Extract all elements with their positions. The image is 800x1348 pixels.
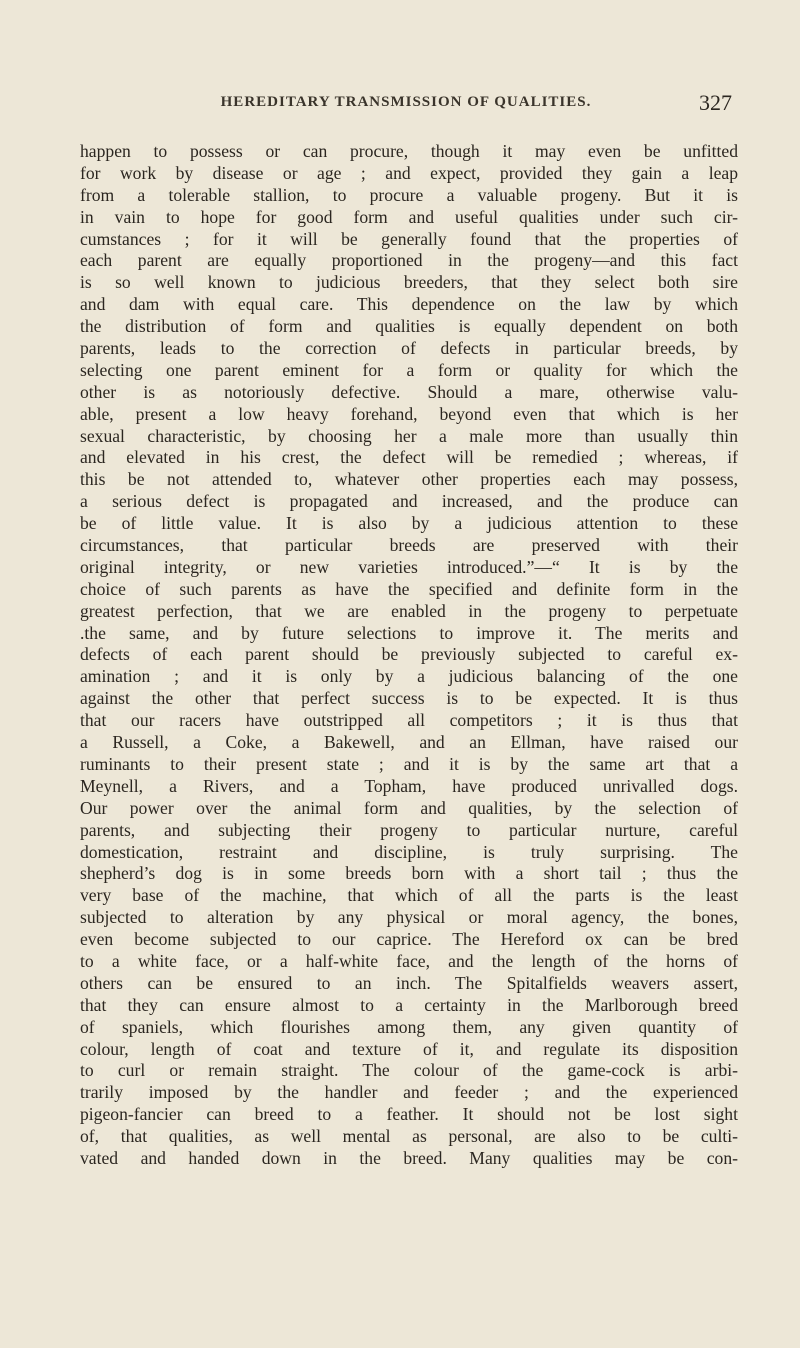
text-line: be of little value. It is also by a judicious attention to these [80,513,738,534]
body-text [80,141,738,1170]
text-line: for work by disease or age ; and expect, provided they gain a leap [80,162,738,183]
text-line: happen to possess or can procure, though it may even be unfitted [80,141,738,161]
text-line: parents, leads to the correction of defects in particular breeds, by [80,338,738,359]
text-line: of, that qualities, as well mental as personal, are also to be culti- [80,1126,738,1147]
page-header [80,90,732,124]
text-line: and dam with equal care. This dependence on the law by which [80,294,738,315]
text-line: able, present a low heavy forehand, beyond even that which is her [80,403,738,424]
text-line: from a tolerable stallion, to procure a valuable progeny. But it is [80,184,738,205]
text-line: parents, and subjecting their progeny to particular nurture, careful [80,819,738,840]
page-number: 327 [699,90,732,115]
text-line: that our racers have outstripped all competitors ; it is thus that [80,710,738,731]
text-line: vated and handed down in the breed. Many qualities may be con- [80,1147,738,1168]
text-line: to curl or remain straight. The colour of the game-cock is arbi- [80,1060,738,1081]
text-line: choice of such parents as have the specified and definite form in the [80,578,738,599]
text-line: circumstances, that particular breeds are preserved with their [80,535,738,556]
text-line: colour, length of coat and texture of it, and regulate its disposition [80,1038,738,1059]
text-line: a Russell, a Coke, a Bakewell, and an Ellman, have raised our [80,732,738,753]
text-line: Meynell, a Rivers, and a Topham, have produced unrivalled dogs. [80,775,738,796]
text-line: each parent are equally proportioned in the progeny—and this fact [80,250,738,271]
text-line: ruminants to their present state ; and it is by the same art that a [80,753,738,774]
text-line: and elevated in his crest, the defect will be remedied ; whereas, if [80,447,738,468]
text-line: a serious defect is propagated and increased, and the produce can [80,491,738,512]
text-line: domestication, restraint and discipline, is truly surprising. The [80,841,738,862]
text-line: to a white face, or a half-white face, and the length of the horns of [80,950,738,971]
text-line: the distribution of form and qualities is equally dependent on both [80,316,738,337]
text-line: .the same, and by future selections to improve it. The merits and [80,622,738,643]
text-line: pigeon-fancier can breed to a feather. It should not be lost sight [80,1104,738,1125]
text-line: amination ; and it is only by a judicious balancing of the one [80,666,738,687]
text-line: sexual characteristic, by choosing her a male more than usually thin [80,425,738,446]
text-line: in vain to hope for good form and useful qualities under such cir- [80,206,738,227]
text-line: original integrity, or new varieties introduced.”—“ It is by the [80,556,738,577]
text-line: others can be ensured to an inch. The Spitalfields weavers assert, [80,972,738,993]
text-line: selecting one parent eminent for a form or quality for which the [80,359,738,380]
text-line: trarily imposed by the handler and feeder ; and the experienced [80,1082,738,1103]
text-line: subjected to alteration by any physical or moral agency, the bones, [80,907,738,928]
text-line: other is as notoriously defective. Should a mare, otherwise valu- [80,381,738,402]
text-line: is so well known to judicious breeders, that they select both sire [80,272,738,293]
text-line: defects of each parent should be previously subjected to careful ex- [80,644,738,665]
text-line: shepherd’s dog is in some breeds born with a short tail ; thus the [80,863,738,884]
text-line: of spaniels, which flourishes among them, any given quantity of [80,1016,738,1037]
text-line: even become subjected to our caprice. The Hereford ox can be bred [80,929,738,950]
running-head: HEREDITARY TRANSMISSION OF QUALITIES. [220,94,592,110]
text-line: very base of the machine, that which of all the parts is the least [80,885,738,906]
text-line: against the other that perfect success is to be expected. It is thus [80,688,738,709]
text-line: that they can ensure almost to a certainty in the Marlborough breed [80,994,738,1015]
text-line: cumstances ; for it will be generally found that the properties of [80,228,738,249]
text-line: greatest perfection, that we are enabled in the progeny to perpetuate [80,600,738,621]
text-line: this be not attended to, whatever other properties each may possess, [80,469,738,490]
text-line: Our power over the animal form and qualities, by the selection of [80,797,738,818]
